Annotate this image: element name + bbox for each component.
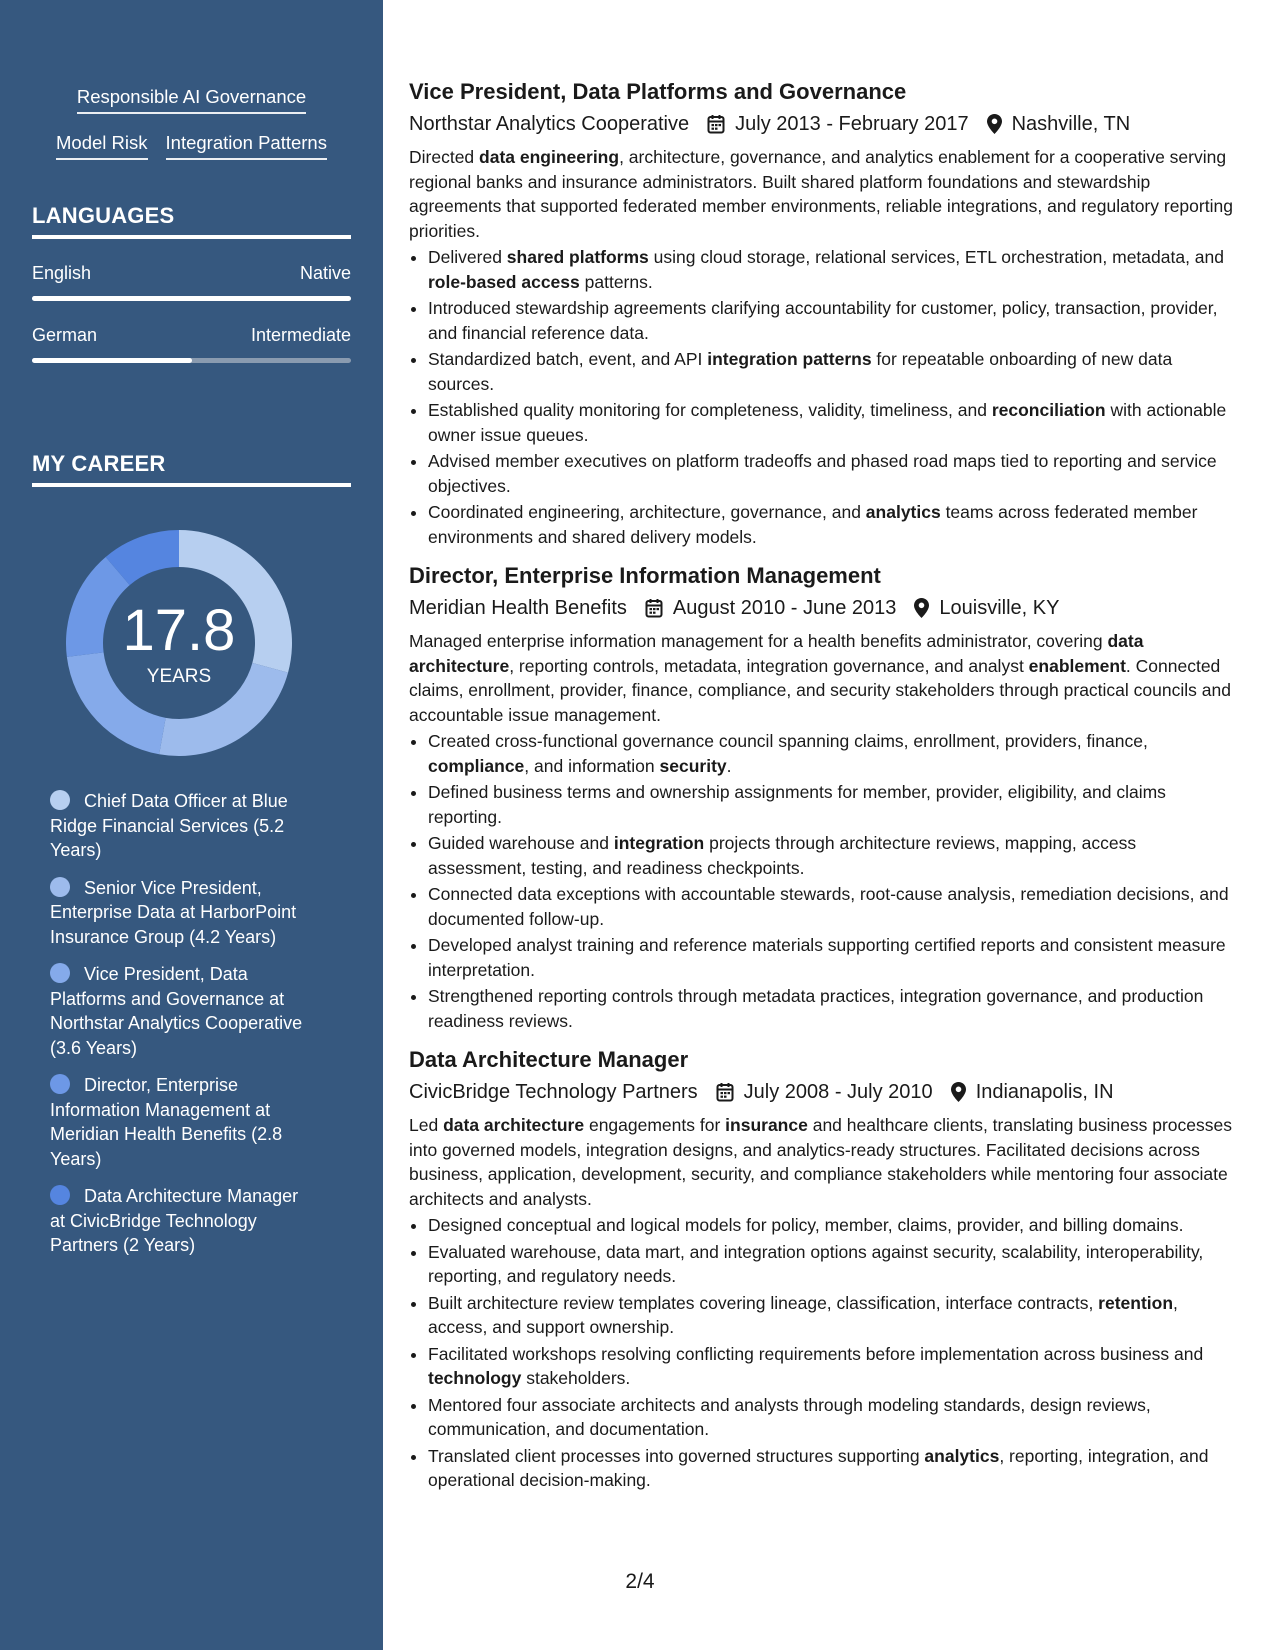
text-segment: , access, and support ownership. <box>428 1292 1178 1337</box>
job-title: Director, Enterprise Information Management <box>409 563 881 588</box>
text-segment: Mentored four associate architects and analysts through modeling standards, design reviews, communication, and documentation. <box>428 1394 1151 1439</box>
text-segment: Connected data exceptions with accountable stewards, root-cause analysis, remediation decisions, and documented follow-up. <box>428 884 1229 929</box>
text-segment: Standardized batch, event, and API <box>428 349 708 369</box>
experience-section <box>409 77 1239 1505</box>
text-segment: Introduced stewardship agreements clarifying accountability for customer, policy, transaction, provider, and financial reference data. <box>428 298 1218 343</box>
bold-keyword: shared platforms <box>506 247 649 267</box>
language-level: Native <box>299 263 351 283</box>
map-pin-icon <box>914 598 929 618</box>
career-legend-text: Chief Data Officer at Blue Ridge Financial Services (5.2 Years) <box>50 791 288 860</box>
career-donut-chart <box>66 530 292 756</box>
job-bullets <box>409 1213 1239 1493</box>
career-legend-item <box>50 1184 318 1258</box>
page-number: 2/4 <box>625 1570 655 1593</box>
job-title: Data Architecture Manager <box>409 1047 689 1072</box>
sidebar <box>0 0 383 1650</box>
text-segment: Created cross-functional governance council spanning claims, enrollment, providers, finance, <box>428 731 1148 751</box>
text-segment: Designed conceptual and logical models for policy, member, claims, provider, and billing domains. <box>428 1215 1184 1235</box>
bold-keyword: technology <box>428 1368 522 1388</box>
career-legend-item <box>50 876 318 950</box>
text-segment: . <box>726 755 732 776</box>
text-segment: Defined business terms and ownership assignments for member, provider, eligibility, and claims reporting. <box>428 782 1166 827</box>
text-segment: Evaluated warehouse, data mart, and integration options against security, scalability, interoperability, reporting, and regulatory needs. <box>428 1241 1204 1286</box>
career-title: MY CAREER <box>32 451 351 487</box>
calendar-icon <box>645 598 663 618</box>
bullet-item <box>428 1342 1239 1391</box>
career-legend-text: Data Architecture Manager at CivicBridge Technology Partners (2 Years) <box>50 1186 299 1255</box>
skill-tag[interactable]: Model Risk <box>56 132 148 160</box>
career-legend-item <box>50 962 318 1060</box>
job-entry <box>409 561 1239 1033</box>
calendar-icon <box>707 114 725 134</box>
bullet-item <box>428 1240 1239 1289</box>
text-segment: and healthcare clients, translating business processes into governed models, integration designs, and analytics-ready structures. Facilitated decisions across business, application, development, security, and compliance stakeholders while mentoring four associate architects and analysts. <box>409 1115 1232 1209</box>
job-dates: July 2008 - July 2010 <box>743 1081 933 1103</box>
language-item <box>32 325 351 363</box>
text-segment: projects through architecture reviews, mapping, access assessment, testing, and readiness checkpoints. <box>428 833 1137 878</box>
language-item <box>32 263 351 301</box>
text-segment: using cloud storage, relational services, ETL orchestration, metadata, and <box>648 247 1224 267</box>
language-name: German <box>32 325 98 345</box>
language-proficiency-bar <box>32 296 351 301</box>
bold-keyword: data architecture <box>443 1115 585 1135</box>
text-segment: teams across federated member environments and shared delivery models. <box>428 502 1198 547</box>
bold-keyword: reconciliation <box>991 400 1106 420</box>
bullet-item <box>428 1444 1239 1493</box>
job-dates: August 2010 - June 2013 <box>672 597 897 619</box>
career-legend-text: Vice President, Data Platforms and Governance at Northstar Analytics Cooperative (3.6 Years) <box>50 964 303 1058</box>
bullet-item <box>428 245 1239 294</box>
bullet-item <box>428 882 1239 931</box>
career-legend-item <box>50 789 318 863</box>
job-description <box>409 629 1239 727</box>
bullet-item <box>428 398 1239 447</box>
bold-keyword: analytics <box>865 502 941 522</box>
job-entry <box>409 77 1239 549</box>
text-segment: Guided warehouse and <box>428 833 614 853</box>
text-segment: Directed <box>409 147 480 167</box>
legend-dot-icon <box>50 1185 70 1205</box>
language-row <box>32 263 351 284</box>
text-segment: stakeholders. <box>521 1368 631 1388</box>
bullet-item <box>428 831 1239 880</box>
text-segment: Established quality monitoring for completeness, validity, timeliness, and <box>428 400 992 420</box>
career-legend <box>50 789 318 1271</box>
bold-keyword: data engineering <box>479 147 620 167</box>
bold-keyword: security <box>659 755 727 776</box>
job-title: Vice President, Data Platforms and Governance <box>409 79 907 104</box>
company-name: Northstar Analytics Cooperative <box>409 113 690 135</box>
text-segment: Built architecture review templates covering lineage, classification, interface contracts, <box>428 1292 1099 1313</box>
job-location: Louisville, KY <box>939 597 1060 619</box>
bullet-item <box>428 780 1239 829</box>
job-entry <box>409 1045 1239 1493</box>
languages-list <box>32 263 351 363</box>
language-row <box>32 325 351 346</box>
text-segment: patterns. <box>579 271 653 292</box>
career-total-unit: YEARS <box>146 666 212 687</box>
text-segment: Facilitated workshops resolving conflicting requirements before implementation across business and <box>428 1343 1204 1364</box>
skills-list <box>32 86 351 178</box>
job-bullets <box>409 729 1239 1033</box>
text-segment: Strengthened reporting controls through metadata practices, integration governance, and production readiness reviews. <box>428 986 1204 1031</box>
bold-keyword: integration patterns <box>707 349 872 369</box>
job-meta <box>409 109 1239 139</box>
text-segment: Managed enterprise information management for a health benefits administrator, covering <box>409 631 1108 651</box>
bold-keyword: insurance <box>725 1115 808 1135</box>
job-description <box>409 1113 1239 1211</box>
job-location: Nashville, TN <box>1011 113 1131 135</box>
bullet-item <box>428 500 1239 549</box>
legend-dot-icon <box>50 963 70 983</box>
map-pin-icon <box>987 114 1002 134</box>
job-dates: July 2013 - February 2017 <box>735 113 969 135</box>
bullet-item <box>428 984 1239 1033</box>
skill-row <box>32 86 351 114</box>
bold-keyword: analytics <box>924 1445 1000 1466</box>
text-segment: for repeatable onboarding of new data sources. <box>428 349 1173 394</box>
bold-keyword: integration <box>613 833 705 853</box>
text-segment: Delivered <box>428 247 507 267</box>
calendar-icon <box>716 1082 734 1102</box>
career-section <box>32 451 351 487</box>
text-segment: Coordinated engineering, architecture, governance, and <box>428 502 866 522</box>
career-legend-item <box>50 1073 318 1171</box>
bullet-item <box>428 933 1239 982</box>
bullet-item <box>428 296 1239 345</box>
company-name: Meridian Health Benefits <box>409 597 627 619</box>
skill-tag[interactable]: Responsible AI Governance <box>77 86 306 114</box>
bullet-item <box>428 1291 1239 1340</box>
text-segment: , architecture, governance, and analytics enablement for a cooperative serving regional banks and insurance administrators. Built shared platform foundations and stewardship agreements that supported federated member environments, reliable integrations, and regulatory reporting priorities. <box>409 147 1233 241</box>
text-segment: with actionable owner issue queues. <box>428 400 1227 445</box>
bullet-item <box>428 347 1239 396</box>
language-level: Intermediate <box>250 325 351 345</box>
bold-keyword: compliance <box>428 755 525 776</box>
text-segment: , reporting controls, metadata, integration governance, and analyst <box>509 655 1029 676</box>
language-proficiency-fill <box>32 296 351 301</box>
bullet-item <box>428 1393 1239 1442</box>
bold-keyword: role-based access <box>428 271 580 292</box>
legend-dot-icon <box>50 790 70 810</box>
job-bullets <box>409 245 1239 549</box>
text-segment: , reporting, integration, and operational decision-making. <box>428 1445 1209 1490</box>
career-legend-text: Director, Enterprise Information Management at Meridian Health Benefits (2.8 Years) <box>50 1075 283 1169</box>
career-legend-text: Senior Vice President, Enterprise Data at HarborPoint Insurance Group (4.2 Years) <box>50 877 297 947</box>
bullet-item <box>428 729 1239 778</box>
skill-tag[interactable]: Integration Patterns <box>166 132 327 160</box>
language-proficiency-fill <box>32 358 192 363</box>
bullet-item <box>428 1213 1239 1238</box>
job-meta <box>409 1077 1239 1107</box>
job-meta <box>409 593 1239 623</box>
text-segment: Advised member executives on platform tradeoffs and phased road maps tied to reporting and service objectives. <box>428 451 1217 496</box>
text-segment: engagements for <box>584 1115 726 1135</box>
text-segment: , and information <box>524 755 660 776</box>
job-location: Indianapolis, IN <box>975 1081 1114 1103</box>
language-proficiency-bar <box>32 358 351 363</box>
skill-row <box>32 132 351 160</box>
bold-keyword: enablement <box>1028 655 1126 676</box>
language-name: English <box>32 263 92 283</box>
text-segment: Translated client processes into governed structures supporting <box>428 1445 925 1466</box>
languages-title: LANGUAGES <box>32 203 351 239</box>
bullet-item <box>428 449 1239 498</box>
bold-keyword: retention <box>1098 1292 1174 1313</box>
legend-dot-icon <box>50 1074 70 1094</box>
bold-keyword: data architecture <box>409 631 1144 676</box>
text-segment: Led <box>409 1115 444 1135</box>
map-pin-icon <box>951 1082 966 1102</box>
languages-section <box>32 203 351 363</box>
company-name: CivicBridge Technology Partners <box>409 1081 698 1103</box>
text-segment: . Connected claims, enrollment, provider, finance, compliance, and security stakeholders through practical councils and accountable issue management. <box>409 655 1231 725</box>
text-segment: Developed analyst training and reference materials supporting certified reports and consistent measure interpretation. <box>428 935 1226 980</box>
job-description <box>409 145 1239 243</box>
legend-dot-icon <box>50 877 70 897</box>
career-total-years: 17.8 <box>122 598 236 663</box>
